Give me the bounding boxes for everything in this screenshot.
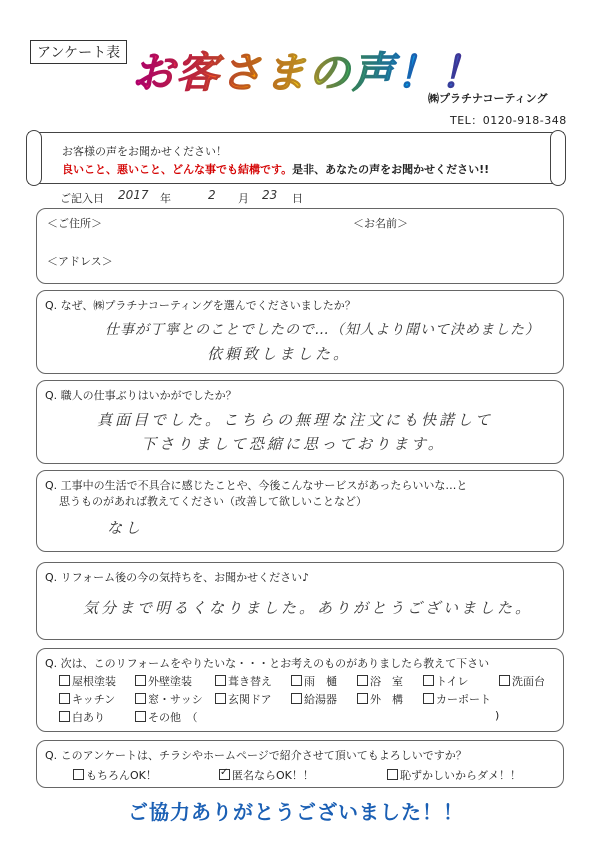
- page-title: お客さまの声！！: [132, 40, 484, 100]
- date-day-unit: 日: [292, 192, 303, 205]
- option-gutter[interactable]: [291, 673, 337, 689]
- question-1-text: Q. なぜ、㈱プラチナコーティングを選んでくださいましたか？: [45, 299, 356, 312]
- option-label: 洗面台: [512, 675, 545, 688]
- question-1-answer-line-1[interactable]: 仕事が丁寧とのことでしたので…（知人より聞いて決めました）: [105, 322, 540, 338]
- option-label: 給湯器: [304, 693, 337, 706]
- checkbox[interactable]: [59, 711, 70, 722]
- question-2-answer-line-1[interactable]: 真面目でした。こちらの無理な注文にも快諾して: [97, 411, 494, 429]
- option-termite[interactable]: [59, 709, 105, 725]
- checkbox[interactable]: [135, 675, 146, 686]
- checkbox[interactable]: [291, 675, 302, 686]
- date-label: ご記入日: [60, 192, 104, 205]
- checkbox[interactable]: [423, 693, 434, 704]
- thanks-message: ご協力ありがとうございました！！: [128, 800, 464, 824]
- option-kitchen[interactable]: [59, 691, 115, 707]
- option-label: 雨 樋: [304, 675, 337, 688]
- option-entrance-door[interactable]: [215, 691, 272, 707]
- contact-box: [36, 208, 564, 284]
- question-5-text: Q. 次は、このリフォームをやりたいな・・・とお考えのものがありましたら教えて下さい: [45, 657, 490, 670]
- checkbox[interactable]: [357, 693, 368, 704]
- question-4-text: Q. リフォーム後の今の気持ちを、お聞かせください♪: [45, 571, 310, 584]
- option-carport[interactable]: [423, 691, 491, 707]
- question-3-text-line-2: 思うものがあれば教えてください（改善して欲しいことなど）: [59, 495, 367, 508]
- option-label: その他 （: [148, 711, 198, 724]
- date-day[interactable]: 23: [262, 188, 278, 202]
- phone-number: TEL：0120-918-348: [450, 114, 567, 127]
- option-washstand[interactable]: [499, 673, 545, 689]
- intro-line-1: お客様の声をお聞かせください！: [62, 145, 227, 158]
- question-1-box: [36, 290, 564, 374]
- date-month[interactable]: 2: [208, 188, 216, 202]
- option-label: 白あり: [72, 711, 105, 724]
- option-roof-paint[interactable]: [59, 673, 116, 689]
- option-label: 玄関ドア: [228, 693, 272, 706]
- option-label: 窓・サッシ: [148, 693, 203, 706]
- checkbox[interactable]: [59, 693, 70, 704]
- option-toilet[interactable]: [423, 673, 468, 689]
- survey-tag: アンケート表: [30, 40, 127, 64]
- option-label: 浴 室: [370, 675, 403, 688]
- checkbox[interactable]: [59, 675, 70, 686]
- date-year-unit: 年: [160, 192, 171, 205]
- date-month-unit: 月: [238, 192, 249, 205]
- intro-line-2: [62, 161, 489, 177]
- email-label: ＜アドレス＞: [47, 255, 113, 268]
- checkbox[interactable]: [291, 693, 302, 704]
- checkbox[interactable]: [387, 769, 398, 780]
- intro-line-2-black: 是非、あなたの声をお聞かせください!!: [292, 163, 490, 176]
- checkbox[interactable]: [499, 675, 510, 686]
- question-6-text: Q. このアンケートは、チラシやホームページで紹介させて頂いてもよろしいですか？: [45, 749, 467, 762]
- question-1-answer-line-2[interactable]: 依頼致しました。: [207, 345, 352, 363]
- option-bathroom[interactable]: [357, 673, 403, 689]
- checkbox[interactable]: [135, 693, 146, 704]
- option-label: 恥ずかしいからダメ！！: [400, 769, 521, 782]
- option-other-close-paren: ): [495, 709, 500, 722]
- question-2-answer-line-2[interactable]: 下さりまして恐縮に思っております。: [141, 435, 446, 453]
- checkbox[interactable]: [135, 711, 146, 722]
- option-label: トイレ: [436, 675, 469, 688]
- company-name: ㈱プラチナコーティング: [428, 92, 548, 105]
- checkbox[interactable]: [215, 693, 226, 704]
- intro-banner: [28, 132, 564, 184]
- question-2-text: Q. 職人の仕事ぶりはいかがでしたか？: [45, 389, 237, 402]
- address-label: ＜ご住所＞: [47, 217, 102, 230]
- option-water-heater[interactable]: [291, 691, 337, 707]
- question-3-box: [36, 470, 564, 552]
- checkbox[interactable]: [215, 675, 226, 686]
- option-label: 葺き替え: [228, 675, 272, 688]
- question-6-box: [36, 740, 564, 788]
- option-label: 匿名ならOK！！: [232, 769, 314, 782]
- option-label: 外壁塗装: [148, 675, 192, 688]
- option-reroof[interactable]: [215, 673, 272, 689]
- intro-line-2-red: 良いこと、悪いこと、どんな事でも結構です。: [62, 163, 293, 176]
- question-5-box: [36, 648, 564, 732]
- question-3-answer[interactable]: なし: [107, 519, 144, 537]
- question-2-box: [36, 380, 564, 464]
- checkbox[interactable]: [73, 769, 84, 780]
- checkbox[interactable]: [423, 675, 434, 686]
- name-label: ＜お名前＞: [353, 217, 408, 230]
- option-label: キッチン: [72, 693, 116, 706]
- date-year[interactable]: 2017: [118, 188, 149, 202]
- option-wall-paint[interactable]: [135, 673, 192, 689]
- option-label: 外 構: [370, 693, 403, 706]
- option-label: カーポート: [436, 693, 491, 706]
- option-label: もちろんOK！: [86, 769, 157, 782]
- option-ok[interactable]: [73, 767, 157, 783]
- option-other[interactable]: [135, 709, 198, 725]
- option-not-ok[interactable]: [387, 767, 521, 783]
- checkbox[interactable]: [357, 675, 368, 686]
- option-anonymous-ok[interactable]: [219, 767, 314, 783]
- checkbox-checked[interactable]: [219, 769, 230, 780]
- option-label: 屋根塗装: [72, 675, 116, 688]
- option-exterior[interactable]: [357, 691, 403, 707]
- question-4-box: [36, 562, 564, 640]
- question-3-text-line-1: Q. 工事中の生活で不具合に感じたことや、今後こんなサービスがあったらいいな…と: [45, 479, 468, 492]
- question-4-answer[interactable]: 気分まで明るくなりました。ありがとうございました。: [83, 599, 534, 617]
- option-window[interactable]: [135, 691, 203, 707]
